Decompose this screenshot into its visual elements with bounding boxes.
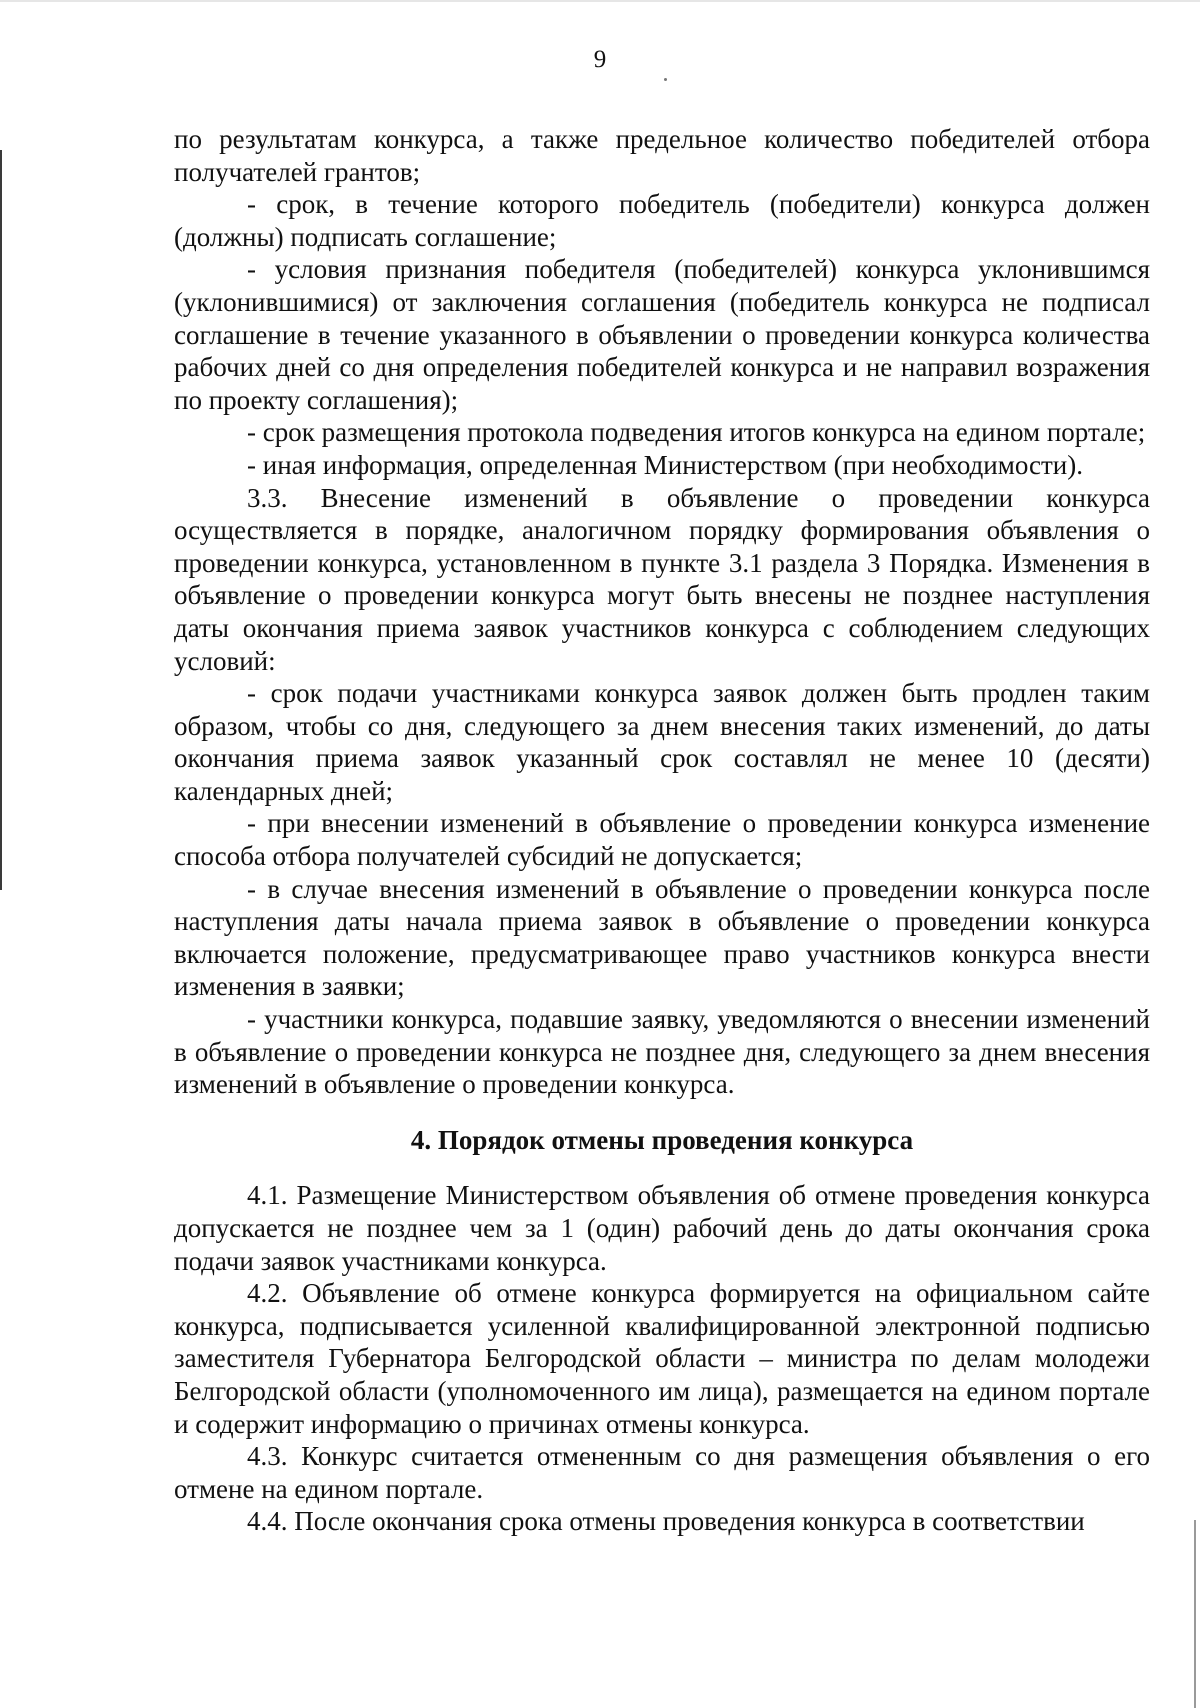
scan-speck [664,78,667,81]
scan-edge-right [1194,1520,1196,1708]
paragraph: - срок размещения протокола подведения итогов конкурса на едином портале; [247,417,1146,448]
paragraph: - в случае внесения изменений в объявление о проведении конкурса после наступления даты начала приема заявок в объявление о проведении конкурса включается положение, предусматривающее право участников конкурса внести изменения в заявки; [174,873,1150,1002]
paragraph: - срок подачи участниками конкурса заявок должен быть продлен таким образом, чтобы со дня, следующего за днем внесения таких изменений, до даты окончания приема заявок указанный срок составлял не менее 10 (десяти) календарных дней; [174,678,1150,806]
scan-edge-left [0,150,2,890]
paragraph: - срок, в течение которого победитель (победители) конкурса должен (должны) подписать соглашение; [174,189,1150,252]
document-body [174,123,1150,1538]
section-heading: 4. Порядок отмены проведения конкурса [410,1124,914,1155]
paragraph: - участники конкурса, подавшие заявку, уведомляются о внесении изменений в объявление о проведении конкурса не позднее дня, следующего за днем внесения изменений в объявление о проведении конкурса. [174,1004,1150,1100]
paragraph: - условия признания победителя (победителей) конкурса уклонившимся (уклонившимися) от заключения соглашения (победитель конкурса не подписал соглашение в течение указанного в объявлении о проведении конкурса количества рабочих дней со дня определения победителей конкурса и не направил возражения по проекту соглашения); [174,254,1150,415]
paragraph: 4.2. Объявление об отмене конкурса формируется на официальном сайте конкурса, подписывается усиленной квалифицированной электронной подписью заместителя Губернатора Белгородской области – министра по делам молодежи Белгородской области (уполномоченного им лица), размещается на едином портале и содержит информацию о причинах отмены конкурса. [174,1278,1150,1439]
scan-edge-top [0,0,1200,2]
paragraph: 3.3. Внесение изменений в объявление о проведении конкурса осуществляется в порядке, аналогичном порядку формирования объявления о проведении конкурса, установленном в пункте 3.1 раздела 3 Порядка. Изменения в объявление о проведении конкурса могут быть внесены не позднее наступления даты окончания приема заявок участников конкурса с соблюдением следующих условий: [174,482,1150,676]
paragraph: 4.3. Конкурс считается отмененным со дня размещения объявления о его отмене на едином портале. [174,1441,1150,1504]
paragraph: - иная информация, определенная Министерством (при необходимости). [247,449,1083,480]
paragraph: 4.1. Размещение Министерством объявления об отмене проведения конкурса допускается не позднее чем за 1 (один) рабочий день до даты окончания срока подачи заявок участниками конкурса. [174,1180,1150,1276]
paragraph: 4.4. После окончания срока отмены проведения конкурса в соответствии [247,1506,1085,1537]
paragraph: по результатам конкурса, а также предельное количество победителей отбора получателей грантов; [174,124,1150,187]
paragraph: - при внесении изменений в объявление о проведении конкурса изменение способа отбора получателей субсидий не допускается; [174,808,1150,872]
page-number: 9 [593,46,607,73]
